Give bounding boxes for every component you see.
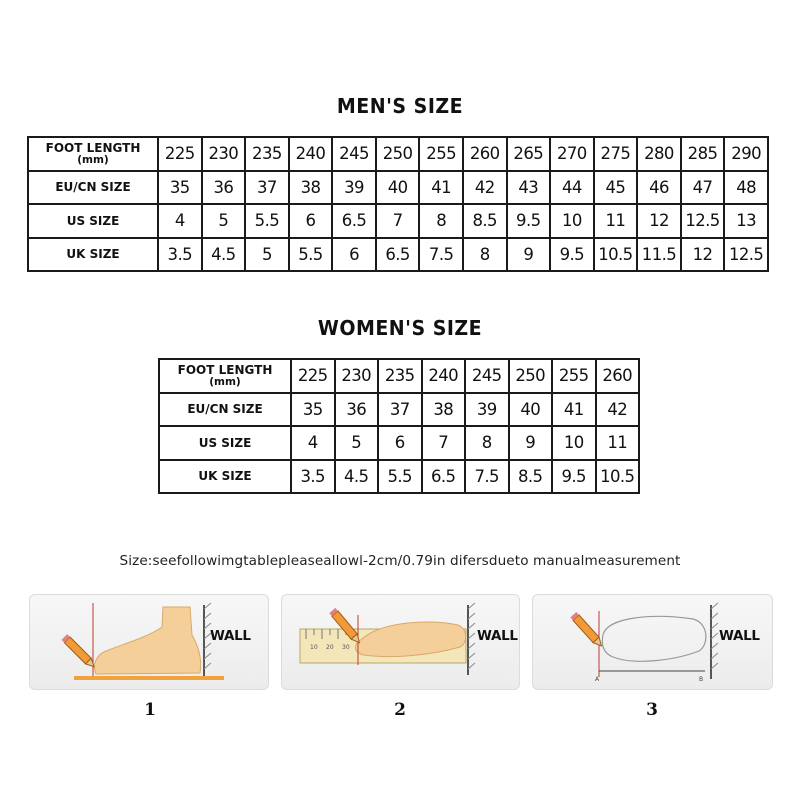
size-cell: 11 bbox=[594, 204, 638, 238]
size-row bbox=[28, 204, 768, 238]
row-label bbox=[28, 137, 158, 171]
size-cell: 8.5 bbox=[509, 460, 553, 494]
size-cell: 38 bbox=[289, 171, 333, 205]
size-cell: 46 bbox=[637, 171, 681, 205]
size-cell: 240 bbox=[289, 137, 333, 171]
size-cell: 10 bbox=[550, 204, 594, 238]
size-cell: 9.5 bbox=[507, 204, 551, 238]
size-cell: 37 bbox=[378, 393, 422, 427]
mens-size-table bbox=[27, 136, 769, 272]
size-cell: 45 bbox=[594, 171, 638, 205]
size-cell: 5.5 bbox=[378, 460, 422, 494]
size-cell: 39 bbox=[465, 393, 509, 427]
row-label-text: EU/CN SIZE bbox=[187, 402, 263, 417]
size-cell: 7.5 bbox=[465, 460, 509, 494]
size-cell: 280 bbox=[637, 137, 681, 171]
size-cell: 260 bbox=[463, 137, 507, 171]
size-cell: 41 bbox=[419, 171, 463, 205]
size-cell: 225 bbox=[291, 359, 335, 393]
size-cell: 5 bbox=[202, 204, 246, 238]
size-cell: 5 bbox=[245, 238, 289, 272]
size-cell: 41 bbox=[552, 393, 596, 427]
wall-label-3: WALL bbox=[719, 628, 760, 644]
size-cell: 5.5 bbox=[245, 204, 289, 238]
paper-mark-b: B bbox=[699, 676, 704, 683]
size-cell: 8 bbox=[465, 426, 509, 460]
size-cell: 10 bbox=[552, 426, 596, 460]
step-number-2: 2 bbox=[394, 700, 406, 720]
size-row bbox=[28, 171, 768, 205]
size-cell: 6 bbox=[289, 204, 333, 238]
wall-label-1: WALL bbox=[210, 628, 251, 644]
size-cell: 42 bbox=[596, 393, 640, 427]
size-cell: 8 bbox=[419, 204, 463, 238]
step-number-1: 1 bbox=[144, 700, 156, 720]
size-cell: 250 bbox=[376, 137, 420, 171]
size-cell: 6 bbox=[332, 238, 376, 272]
row-label bbox=[159, 460, 291, 494]
row-label-text: FOOT LENGTH bbox=[177, 362, 273, 377]
row-label-unit: (mm) bbox=[77, 153, 109, 166]
row-label bbox=[28, 171, 158, 205]
size-cell: 44 bbox=[550, 171, 594, 205]
size-cell: 5.5 bbox=[289, 238, 333, 272]
measure-step-2-illustration bbox=[281, 594, 520, 690]
size-row bbox=[159, 460, 639, 494]
size-cell: 265 bbox=[507, 137, 551, 171]
row-label bbox=[159, 359, 291, 393]
size-cell: 3.5 bbox=[158, 238, 202, 272]
measure-step-1-illustration bbox=[29, 594, 269, 690]
size-cell: 7 bbox=[422, 426, 466, 460]
ruler-mark: 10 bbox=[310, 644, 318, 651]
size-cell: 48 bbox=[724, 171, 768, 205]
size-cell: 255 bbox=[419, 137, 463, 171]
size-cell: 4.5 bbox=[202, 238, 246, 272]
size-cell: 250 bbox=[509, 359, 553, 393]
size-cell: 9.5 bbox=[552, 460, 596, 494]
size-cell: 36 bbox=[202, 171, 246, 205]
size-cell: 38 bbox=[422, 393, 466, 427]
measure-step-3-illustration bbox=[532, 594, 773, 690]
row-label-text: FOOT LENGTH bbox=[45, 140, 141, 155]
size-cell: 270 bbox=[550, 137, 594, 171]
size-cell: 275 bbox=[594, 137, 638, 171]
paper-mark-a: A bbox=[595, 676, 600, 683]
mens-size-title: MEN'S SIZE bbox=[336, 94, 464, 118]
womens-size-table bbox=[158, 358, 640, 494]
size-cell: 235 bbox=[378, 359, 422, 393]
row-label bbox=[28, 238, 158, 272]
size-cell: 260 bbox=[596, 359, 640, 393]
size-cell: 290 bbox=[724, 137, 768, 171]
row-label-text: EU/CN SIZE bbox=[55, 180, 131, 195]
size-cell: 6.5 bbox=[376, 238, 420, 272]
row-label-unit: (mm) bbox=[209, 375, 241, 388]
size-cell: 6.5 bbox=[422, 460, 466, 494]
womens-size-title: WOMEN'S SIZE bbox=[317, 316, 483, 340]
wall-label-2: WALL bbox=[477, 628, 518, 644]
row-label bbox=[159, 393, 291, 427]
size-cell: 230 bbox=[202, 137, 246, 171]
size-cell: 9.5 bbox=[550, 238, 594, 272]
size-cell: 11 bbox=[596, 426, 640, 460]
size-cell: 6.5 bbox=[332, 204, 376, 238]
row-label-text: US SIZE bbox=[198, 435, 252, 450]
size-cell: 43 bbox=[507, 171, 551, 205]
size-cell: 12 bbox=[681, 238, 725, 272]
size-cell: 245 bbox=[332, 137, 376, 171]
size-cell: 12.5 bbox=[681, 204, 725, 238]
size-cell: 8.5 bbox=[463, 204, 507, 238]
size-cell: 11.5 bbox=[637, 238, 681, 272]
size-row bbox=[28, 238, 768, 272]
size-cell: 10.5 bbox=[596, 460, 640, 494]
size-cell: 36 bbox=[335, 393, 379, 427]
size-row bbox=[159, 393, 639, 427]
size-cell: 235 bbox=[245, 137, 289, 171]
size-cell: 285 bbox=[681, 137, 725, 171]
size-cell: 35 bbox=[158, 171, 202, 205]
size-row bbox=[159, 359, 639, 393]
size-cell: 6 bbox=[378, 426, 422, 460]
size-cell: 13 bbox=[724, 204, 768, 238]
size-cell: 47 bbox=[681, 171, 725, 205]
size-cell: 3.5 bbox=[291, 460, 335, 494]
size-row bbox=[28, 137, 768, 171]
size-cell: 35 bbox=[291, 393, 335, 427]
size-cell: 245 bbox=[465, 359, 509, 393]
size-cell: 42 bbox=[463, 171, 507, 205]
step-number-3: 3 bbox=[646, 700, 658, 720]
size-cell: 39 bbox=[332, 171, 376, 205]
size-cell: 40 bbox=[509, 393, 553, 427]
size-cell: 8 bbox=[463, 238, 507, 272]
size-cell: 4.5 bbox=[335, 460, 379, 494]
size-cell: 230 bbox=[335, 359, 379, 393]
size-cell: 37 bbox=[245, 171, 289, 205]
size-cell: 40 bbox=[376, 171, 420, 205]
row-label-text: UK SIZE bbox=[66, 247, 120, 262]
size-cell: 5 bbox=[335, 426, 379, 460]
row-label bbox=[159, 426, 291, 460]
row-label bbox=[28, 204, 158, 238]
size-cell: 7.5 bbox=[419, 238, 463, 272]
size-cell: 9 bbox=[507, 238, 551, 272]
size-cell: 225 bbox=[158, 137, 202, 171]
size-cell: 240 bbox=[422, 359, 466, 393]
size-cell: 4 bbox=[158, 204, 202, 238]
size-cell: 12 bbox=[637, 204, 681, 238]
measurement-note: Size:seefollowimgtablepleaseallowl-2cm/0.79in difersdueto manualmeasurement bbox=[119, 553, 681, 569]
row-label-text: US SIZE bbox=[66, 213, 120, 228]
ruler-mark: 30 bbox=[342, 644, 350, 651]
size-cell: 9 bbox=[509, 426, 553, 460]
size-row bbox=[159, 426, 639, 460]
size-cell: 255 bbox=[552, 359, 596, 393]
size-cell: 7 bbox=[376, 204, 420, 238]
row-label-text: UK SIZE bbox=[198, 469, 252, 484]
size-cell: 12.5 bbox=[724, 238, 768, 272]
ruler-mark: 20 bbox=[326, 644, 334, 651]
size-cell: 4 bbox=[291, 426, 335, 460]
size-cell: 10.5 bbox=[594, 238, 638, 272]
